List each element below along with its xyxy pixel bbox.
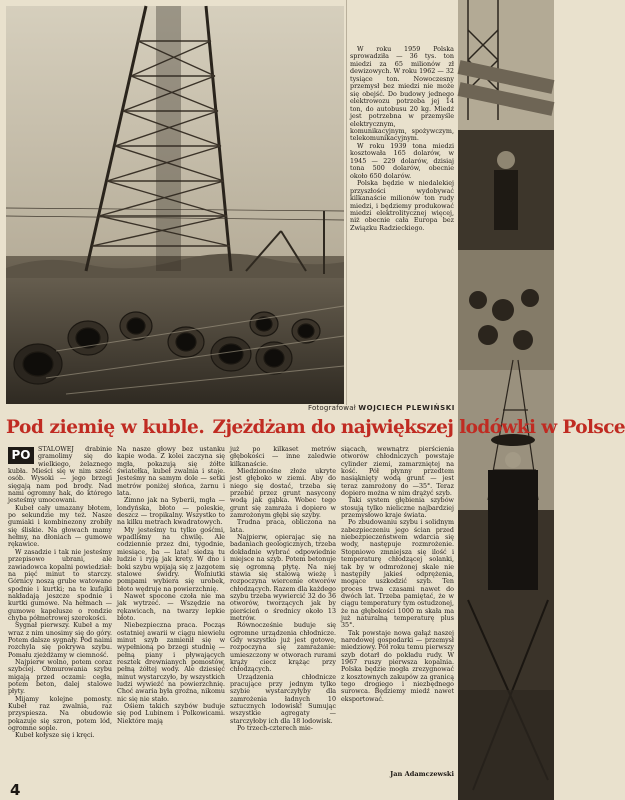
article-paragraph: Miedzionośne złoże ukryte jest głęboko w ziemi. Aby do niego się dostać, trzeba się przebić przez grunt nasycony wodą jak gąbka. Wobec tego grunt się zamraża i dopiero w zamrożonym głębi się szyby. (230, 468, 336, 520)
drilling-rig-illustration (6, 6, 344, 404)
article-paragraph: Kubeł cały umazany błotem, po sekundzie my też. Nasze gumiaki i kombinezony zrobiły się śliskie. Na głowach mamy hełmy, na dłoniach — gumowe rękawice. (8, 504, 112, 549)
headline-part-1: Pod ziemię w kuble. (6, 417, 205, 438)
article-paragraph: Po zbudowaniu szybu i solidnym zabezpieczeniu jego ścian przed niebezpieczeństwem wdarcia się wody, następuje rozmrożenie. Stopniowo zmniejsza się ilość i temperaturę chłodzącej solanki, tak by w odmrożonej skale nie następiły jakieś odprężenia, mogące uszkodzić szyb. Ten proces trwa czasami nawet do dwóch lat. Trzeba pamiętać, że w ciągu temperatury tym ostudzonej, że na głębokości 1000 m skała ma już naturalną temperaturę plus 35°. (341, 519, 454, 630)
copper-facts-sidebar (350, 46, 454, 402)
article-headline (6, 414, 625, 442)
drilling-rig-photo (6, 6, 344, 404)
article-paragraph: Mijamy kolejne pomosty. Kubeł raz zwalnia, raz przyspiesza. Na obudowie pokazuje się szron, potem lód, ogromne sople. (8, 695, 112, 733)
article-column-3 (230, 446, 336, 781)
article-column-2 (117, 446, 225, 781)
article-paragraph: Ośiem takich szybów buduje się pod Lubinem i Polkowicami. Niektóre mają (117, 703, 225, 725)
article-paragraph: Kubeł kołysze się i kręci. (15, 732, 95, 740)
article-paragraph: Taki system głębienia szybów stosują tylko nieliczne najbardziej przemysłowo kraje świata. (341, 497, 454, 520)
article-paragraph: Po trzech-czterech mie- (237, 725, 313, 733)
article-paragraph: STALOWEJ drabinie gramolimy się do wielkiego, żelaznego kubła. Mieści się w nim sześć osób. Wysoki — jego brzegi sięgają nam pod brody. Nad nami ogromny hak, do którego jesteśmy umocowani. (8, 446, 112, 505)
article-paragraph: Urządzenia chłodnicze pracujące przy jednym tylko szybie wystarczyłyby dla zamrożenia ładnych 10 sztucznych lodowisk! Sumując wszystkie agregaty — starczyłoby ich dla 18 lodowisk. (230, 673, 336, 725)
page-number: 4 (10, 781, 21, 799)
headline-part-2: Zjeżdżam do największej lodówki w Polsce (212, 417, 625, 438)
article-paragraph: Niebezpieczna praca. Począs ostatniej awarii w ciągu niewielu minut szyb zamienił się w wypełnioną po brzegi studnię — pełną piany i pływających resztek drewnianych pomostów, pełną żółtej wody. Ale dziesięć minut wystarczyło, by wszystkich ludzi wywieźć na powierzchnię. Choć awaria była groźna, nikomu nic się nie stało. (117, 622, 225, 703)
sidebar-paragraph: W roku 1959 Polska sprowadziła — 36 tys. ton miedzi za 65 milionów zł dewizowych. W roku 1962 — 32 tysiące ton. Nowoczesny przemysł bez miedzi nie może się obejść. Do budowy jednego elektrowozu potrzeba jej 14 ton, do autobusu 20 kg. Miedź jest potrzebna w przemyśle elektrycznym, komunikacyjnym, spożywczym, telekomunikacyjnym. (350, 45, 454, 143)
article-column-1 (8, 446, 112, 781)
article-column-4 (341, 446, 454, 781)
article-paragraph: Równocześnie buduje się ogromne urządzenia chłodnicze. Gdy wszystko już jest gotowe, rozpoczyna się zamrażanie: umieszczony w otworach rurami krąży ciecz krążąc przy chłodzących. (230, 622, 336, 674)
mine-shaft-illustration (458, 0, 554, 800)
article-author: Jan Adamczewski (390, 770, 454, 778)
article-paragraph: Najpierw wolno, potem coraz szybciej. Obmurowania szybu migają przed oczami: cegła, potem beton, dalej stalowe płyty. (8, 658, 112, 696)
article-paragraph: My jesteśmy tu tylko gośćmi, wpadliśmy na chwilę. Ale codziennie przez dni, tygodnie, miesiące, ba — lata! siedzą tu ludzie i ryją jak krety. W dno i boki szybu wpijają się z jazgotem stalowe świdry. Wolniutki pompami wybiera się urobek, błoto wędruje na powierzchnię. (117, 526, 225, 593)
article-paragraph: siącach, wewnątrz pierścienia otworów chłodniczych powstaje cylinder ziemi, zamarzniętej na kość. Pół płynny przedtem nasiąknięty wodą grunt — jest teraz zamrożony do —35°. Teraz dopiero można w nim drążyć szyb. (341, 446, 454, 498)
article-paragraph: już po kilkaset metrów głębokości — inne zaledwie kilkanaście. (230, 446, 336, 468)
drop-cap: PO (8, 447, 34, 464)
sidebar-paragraph: W roku 1939 tona miedzi kosztowała 165 dolarów, w 1945 — 229 dolarów, dzisiaj tona 500 dolarów, obecnie około 650 dolarów. (350, 141, 454, 180)
article-paragraph: Nawet spocone czoła nie ma jak wytrzeć. — Wszędzie na rękawicach, na twarzy lepkie błoto. (117, 592, 225, 622)
article-paragraph: Trudna praca, obliczona na lata. (230, 519, 336, 534)
photo-credit-name: WOJCIECH PLEWIŃSKI (358, 404, 455, 412)
article-paragraph: Najpierw, opierając się na badaniach geologicznych, trzeba dokładnie wybrać odpowiednie miejsce na szyb. Potem betonuje się ogromną płytę. Na niej stawia się stalową wieżę i rozpoczyna wiercenie otworów chłodzących. Razem dla każdego szybu trzeba wywiercić 32 do 36 otworów, tworzących jak by pierścień o średnicy około 13 metrów. (230, 534, 336, 622)
column-divider (346, 0, 347, 405)
article-paragraph: Sygnał pierwszy. Kubeł a my wraz z nim unosimy się do góry. Potem dalsze sygnały. Pod naimi rozchyla się pokrywa szybu. Pomału zjeżdżamy w ciemność. (8, 622, 112, 659)
photo-credit-label: Fotografował (308, 404, 356, 412)
article-paragraph: W zasadzie i tak nie jesteśmy przepisowo ubrani, ale zawiadowca kopalni powiedział: na pięć minut to starczy. Górnicy noszą grube watowane spodnie i kurtki; na te kufajki nakładają jeszcze spodnie i kurtki gumowe. Na hełmach — gumowe kapelusze o rondzie chyba półmetrowej szerokości. (8, 548, 112, 622)
article-paragraph: Na nasze głowy bez ustanku kapie woda. Z kolei zaczyna się mgła, pokazują się żółte światełka, kubeł zwalnia i staje. Jesteśmy na samym dole — setki metrów poniżej słońca, żarnu i lata. (117, 446, 225, 498)
mine-shaft-photo-strip (458, 0, 554, 800)
article-paragraph: Zimno jak na Syberii, mgła — londyńska, błoto — poleskie, deszcz — tropikalny. Wszystko to na kilku metrach kwadratowych. (117, 497, 225, 527)
sidebar-paragraph: Polska będzie w niedalekiej przyszłości wydobywać kilkanaście milionów ton rudy miedzi, i będziemy produkować miedzi elektrolitycznej więcej, niż obecnie cała Europa bez Związku Radzieckiego. (350, 179, 454, 232)
article-paragraph: Tak powstaje nowa gałąź naszej narodowej gospodarki — przemysł miedziowy. Pół roku temu pierwszy szyb dotarł do pokładu rudy. W 1967 ruszy pierwsza kopalnia. Polska będzie mogła zrezygnować z kosztownych zakupów za granicą tego drogiego i niezbędnego surowca. Będziemy miedź nawet eksportować. (341, 629, 454, 703)
photo-credit (240, 404, 455, 412)
